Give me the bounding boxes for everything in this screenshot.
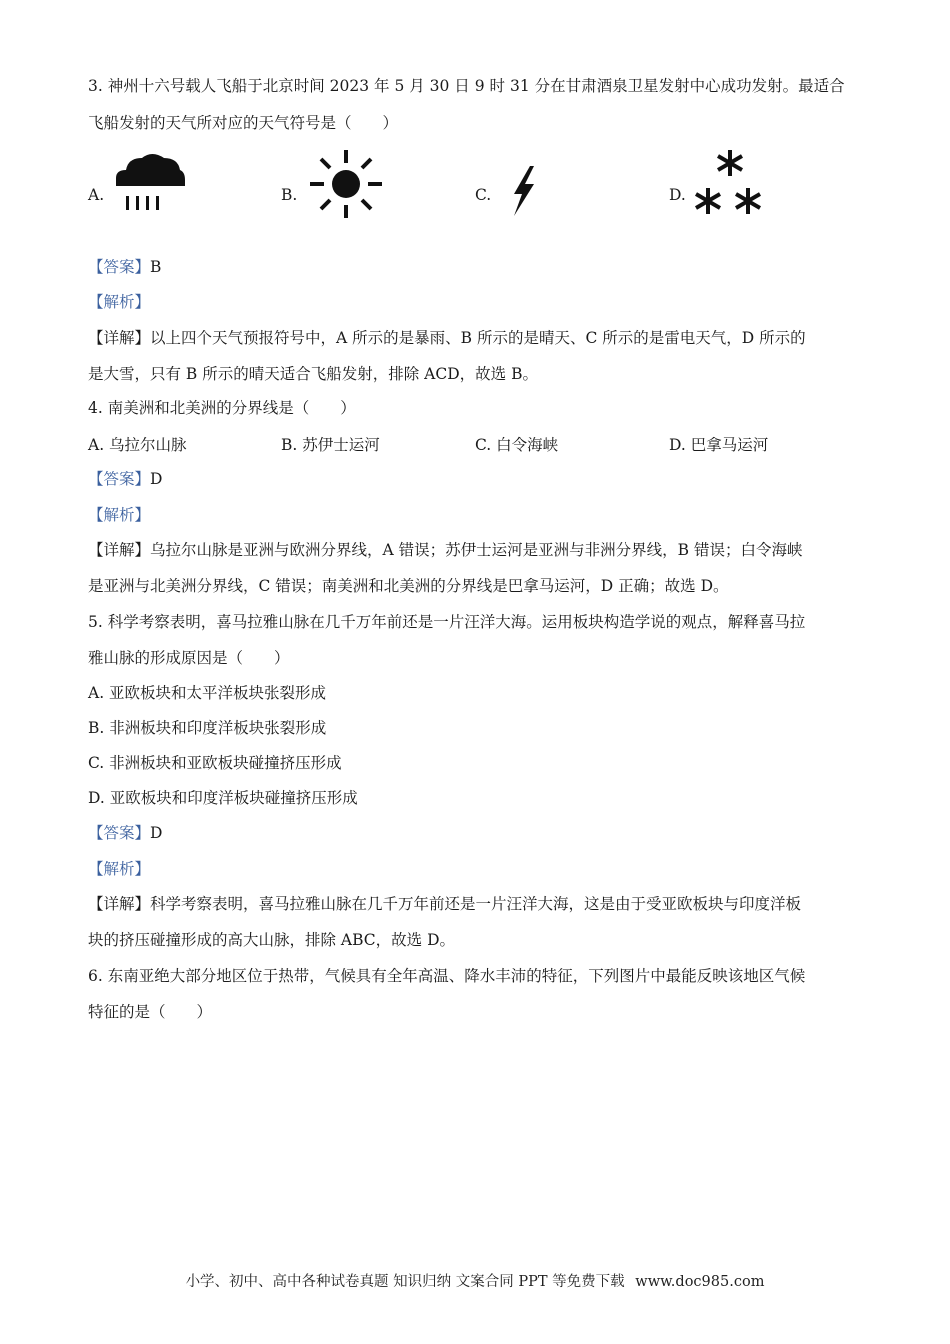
q5-detail-line2: 块的挤压碰撞形成的高大山脉，排除 ABC，故选 D。 <box>88 931 456 949</box>
footer-website: www.doc985.com <box>635 1274 765 1290</box>
q3-answer <box>88 257 161 277</box>
detail-tag: 【详解】 <box>88 541 151 559</box>
q3-option-d-label: D. <box>669 186 686 204</box>
answer-tag: 【答案】 <box>88 258 151 276</box>
lightning-icon <box>508 164 538 218</box>
q5-option-d: D. 亚欧板块和印度洋板块碰撞挤压形成 <box>88 789 358 807</box>
q5-analysis-tag: 【解析】 <box>88 860 151 878</box>
q3-stem-line1: 3. 神州十六号载人飞船于北京时间 2023 年 5 月 30 日 9 时 31 分在甘肃酒泉卫星发射中心成功发射。最适合 <box>88 77 845 95</box>
q5-answer <box>88 823 162 843</box>
q5-stem-line2: 雅山脉的形成原因是（ ） <box>88 649 290 667</box>
answer-value: D <box>150 470 163 488</box>
rainstorm-icon <box>112 150 186 218</box>
detail-tag: 【详解】 <box>88 895 151 913</box>
q4-option-d: D. 巴拿马运河 <box>669 436 769 454</box>
answer-tag: 【答案】 <box>88 824 151 842</box>
q3-option-a-label: A. <box>88 186 105 204</box>
q3-detail-line2: 是大雪，只有 B 所示的晴天适合飞船发射，排除 ACD，故选 B。 <box>88 365 538 383</box>
q3-option-c-label: C. <box>475 186 492 204</box>
q4-detail-line2: 是亚洲与北美洲分界线，C 错误；南美洲和北美洲的分界线是巴拿马运河，D 正确；故选 D。 <box>88 577 729 595</box>
q5-option-a: A. 亚欧板块和太平洋板块张裂形成 <box>88 684 327 702</box>
q4-analysis-tag: 【解析】 <box>88 506 151 524</box>
detail-tag: 【详解】 <box>88 329 151 347</box>
q5-option-c: C. 非洲板块和亚欧板块碰撞挤压形成 <box>88 754 342 772</box>
q6-stem-line1: 6. 东南亚绝大部分地区位于热带，气候具有全年高温、降水丰沛的特征，下列图片中最能反映该地区气候 <box>88 967 806 985</box>
q3-stem-line2: 飞船发射的天气所对应的天气符号是（ ） <box>88 114 399 132</box>
q5-option-b: B. 非洲板块和印度洋板块张裂形成 <box>88 719 327 737</box>
q4-option-b: B. 苏伊士运河 <box>281 436 380 454</box>
detail-text: 以上四个天气预报符号中，A 所示的是暴雨、B 所示的是晴天、C 所示的是雷电天气，D 所示的 <box>150 329 806 347</box>
detail-text: 乌拉尔山脉是亚洲与欧洲分界线，A 错误；苏伊士运河是亚洲与非洲分界线，B 错误；白令海峡 <box>150 541 803 559</box>
q4-stem: 4. 南美洲和北美洲的分界线是（ ） <box>88 399 356 417</box>
q4-answer <box>88 469 162 489</box>
page-footer <box>0 1270 950 1291</box>
q4-detail-line1 <box>88 540 802 560</box>
footer-slogan: 小学、初中、高中各种试卷真题 知识归纳 文案合同 PPT 等免费下载 <box>185 1274 625 1290</box>
sunny-icon <box>308 148 384 220</box>
q6-stem-line2: 特征的是（ ） <box>88 1003 213 1021</box>
q3-option-b-label: B. <box>281 186 298 204</box>
q5-detail-line1 <box>88 894 801 914</box>
q3-detail-line1 <box>88 328 806 348</box>
answer-tag: 【答案】 <box>88 470 151 488</box>
q4-option-a: A. 乌拉尔山脉 <box>88 436 187 454</box>
q4-option-c: C. 白令海峡 <box>475 436 559 454</box>
q3-analysis-tag: 【解析】 <box>88 293 151 311</box>
q5-stem-line1: 5. 科学考察表明，喜马拉雅山脉在几千万年前还是一片汪洋大海。运用板块构造学说的观点，解释喜马拉 <box>88 613 806 631</box>
heavy-snow-icon <box>692 146 766 218</box>
detail-text: 科学考察表明，喜马拉雅山脉在几千万年前还是一片汪洋大海，这是由于受亚欧板块与印度洋板 <box>150 895 802 913</box>
answer-value: B <box>150 258 162 276</box>
answer-value: D <box>150 824 163 842</box>
